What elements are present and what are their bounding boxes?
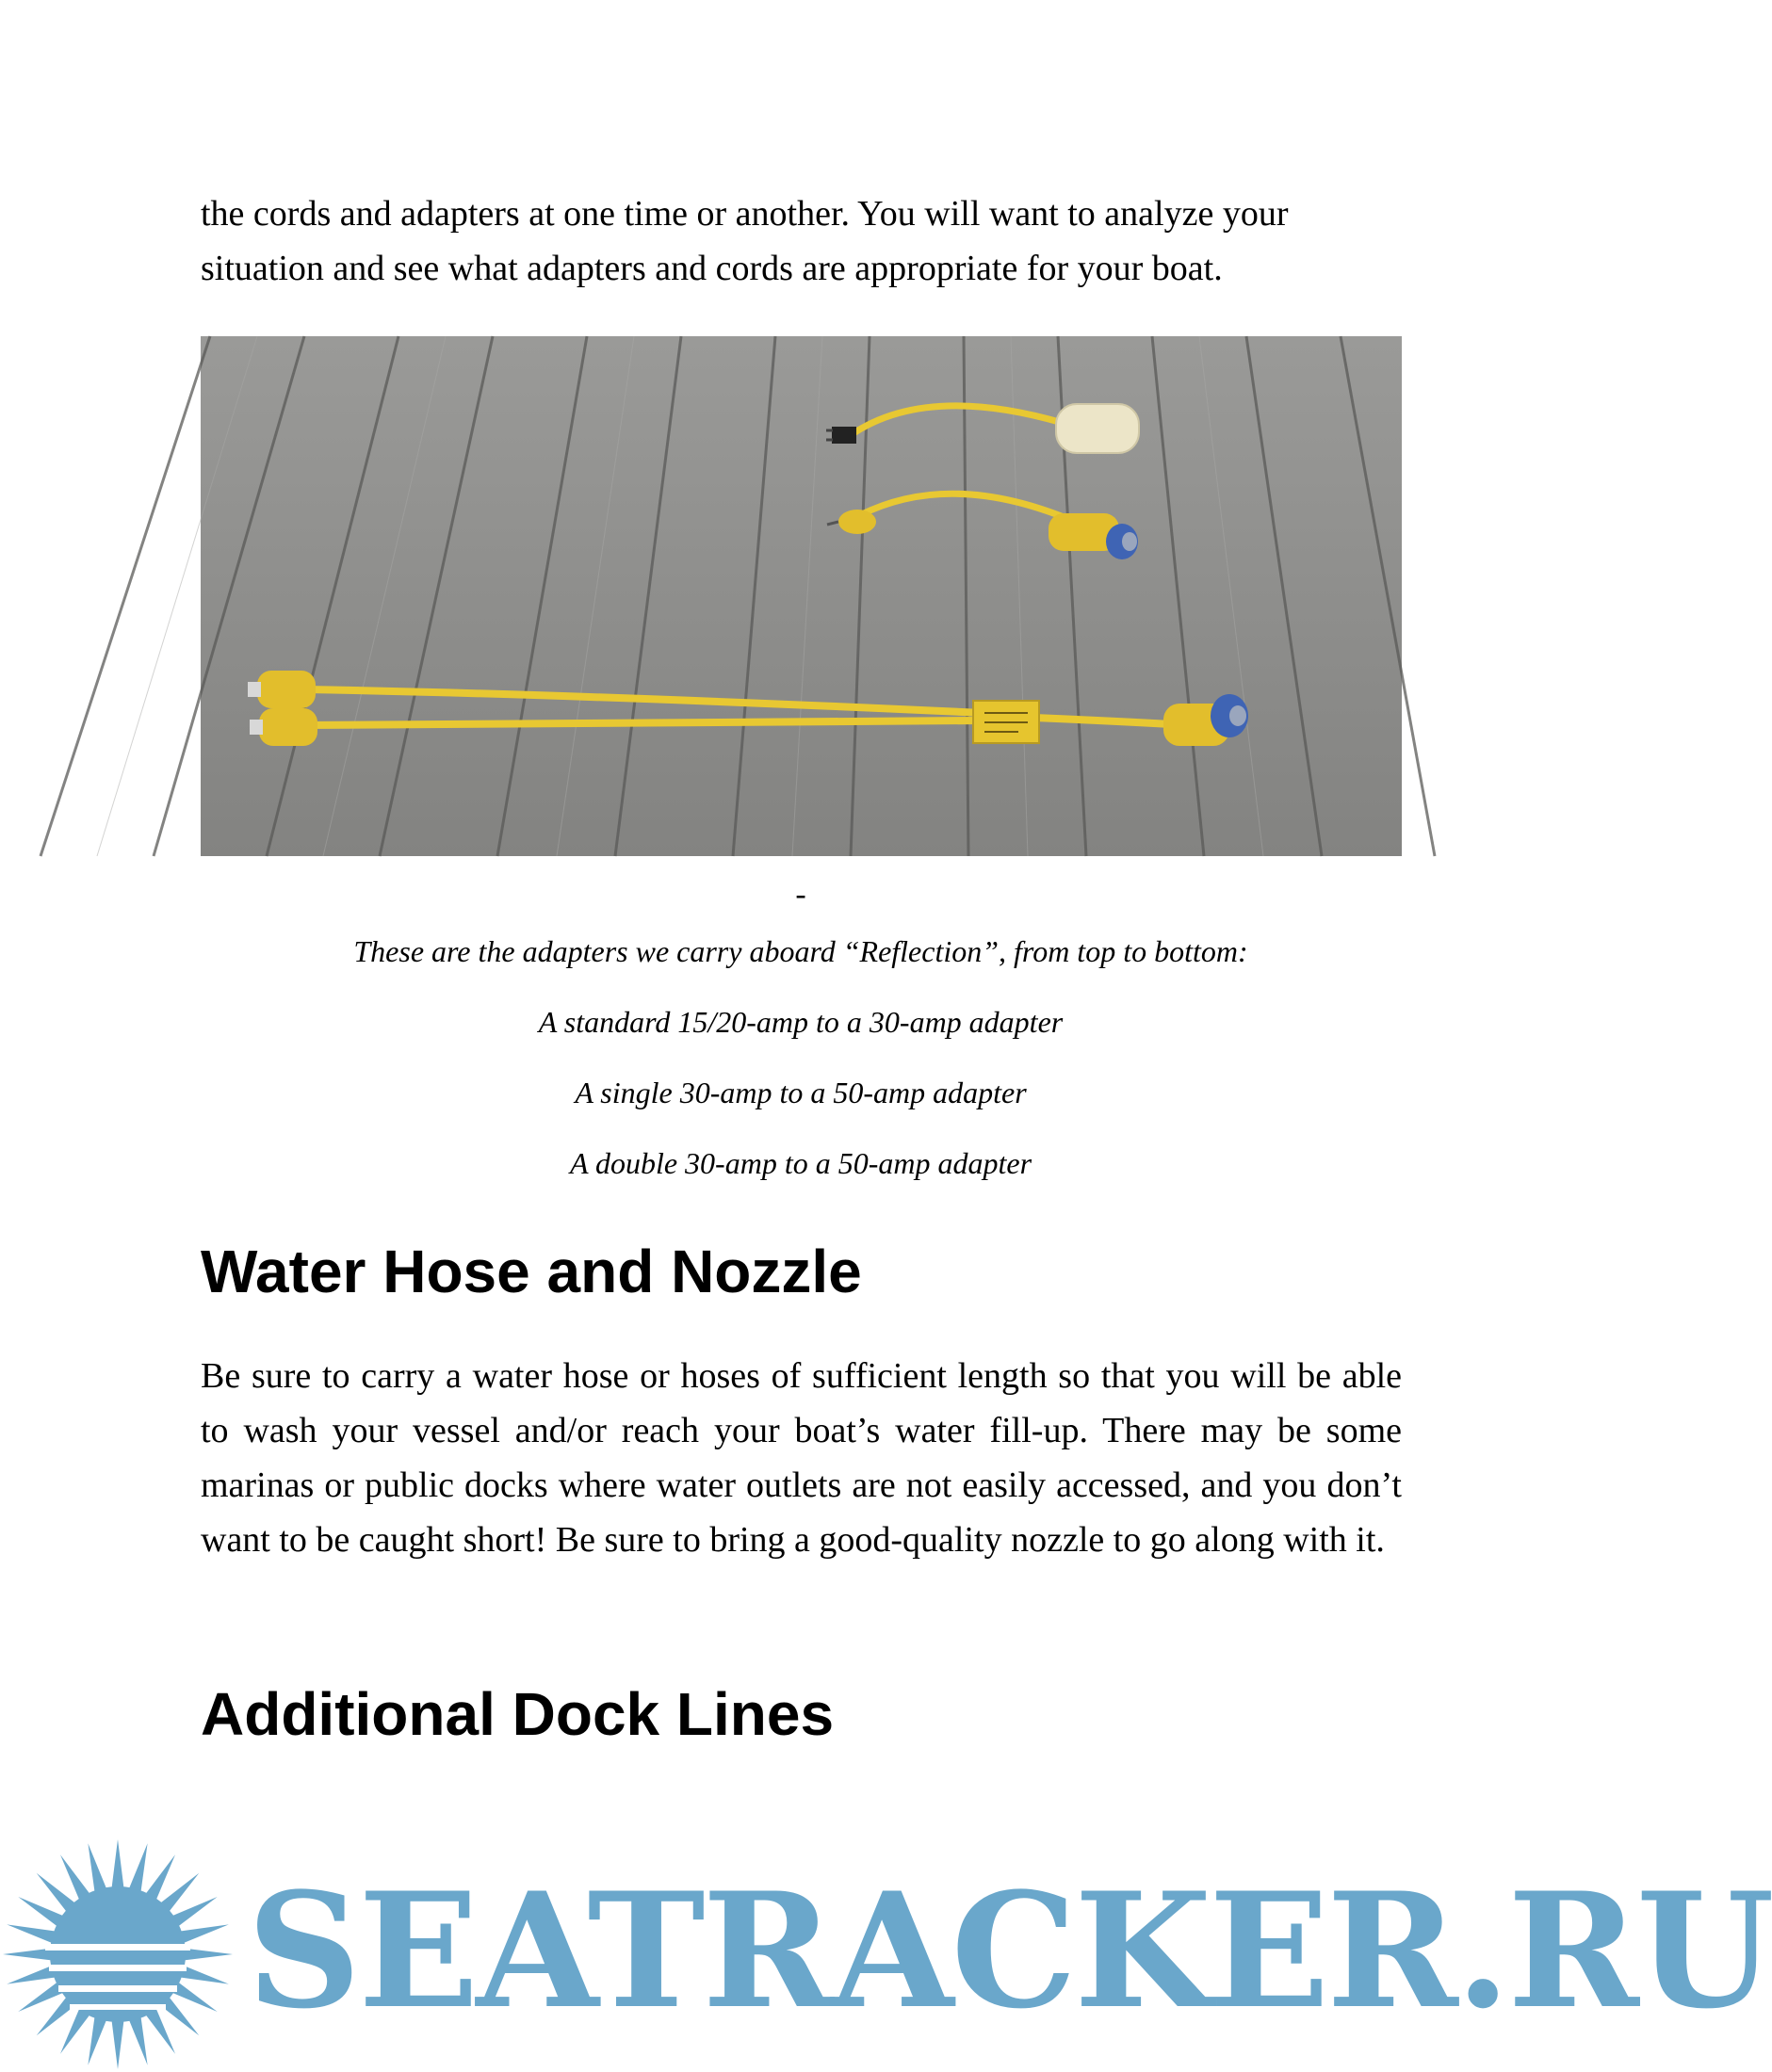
- water-hose-paragraph: Be sure to carry a water hose or hoses of sufficient length so that you will be able to wash your vessel and/or reach your boat’s water fill-up. There may be some marinas or public docks where water outlets are not easily accessed, and you don’t want to be caught short! Be sure to bring a good-quality nozzle to go along with it.: [201, 1356, 1402, 1560]
- intro-paragraph: the cords and adapters at one time or another. You will want to analyze your situation and see what adapters and cords are appropriate for your boat.: [201, 194, 1289, 288]
- section-heading-water-hose: Water Hose and Nozzle: [201, 1238, 862, 1305]
- adapters-photo: [201, 336, 1402, 856]
- adapters-photo-image: [201, 336, 1402, 856]
- photo-caption-line: A standard 15/20-amp to a 30-amp adapter: [538, 1005, 1064, 1039]
- watermark: [0, 1837, 1772, 2072]
- photo-caption-line: A single 30-amp to a 50-amp adapter: [575, 1076, 1027, 1109]
- photo-caption-line: A double 30-amp to a 50-amp adapter: [569, 1146, 1032, 1180]
- section-heading-dock-lines: Additional Dock Lines: [201, 1680, 835, 1748]
- caption-separator: -: [795, 877, 806, 912]
- watermark-text: SEATRACKER.RU: [247, 1857, 1772, 2044]
- sun-logo-icon: [0, 1837, 236, 2072]
- photo-caption-intro: These are the adapters we carry aboard “Reflection”, from top to bottom:: [353, 934, 1248, 968]
